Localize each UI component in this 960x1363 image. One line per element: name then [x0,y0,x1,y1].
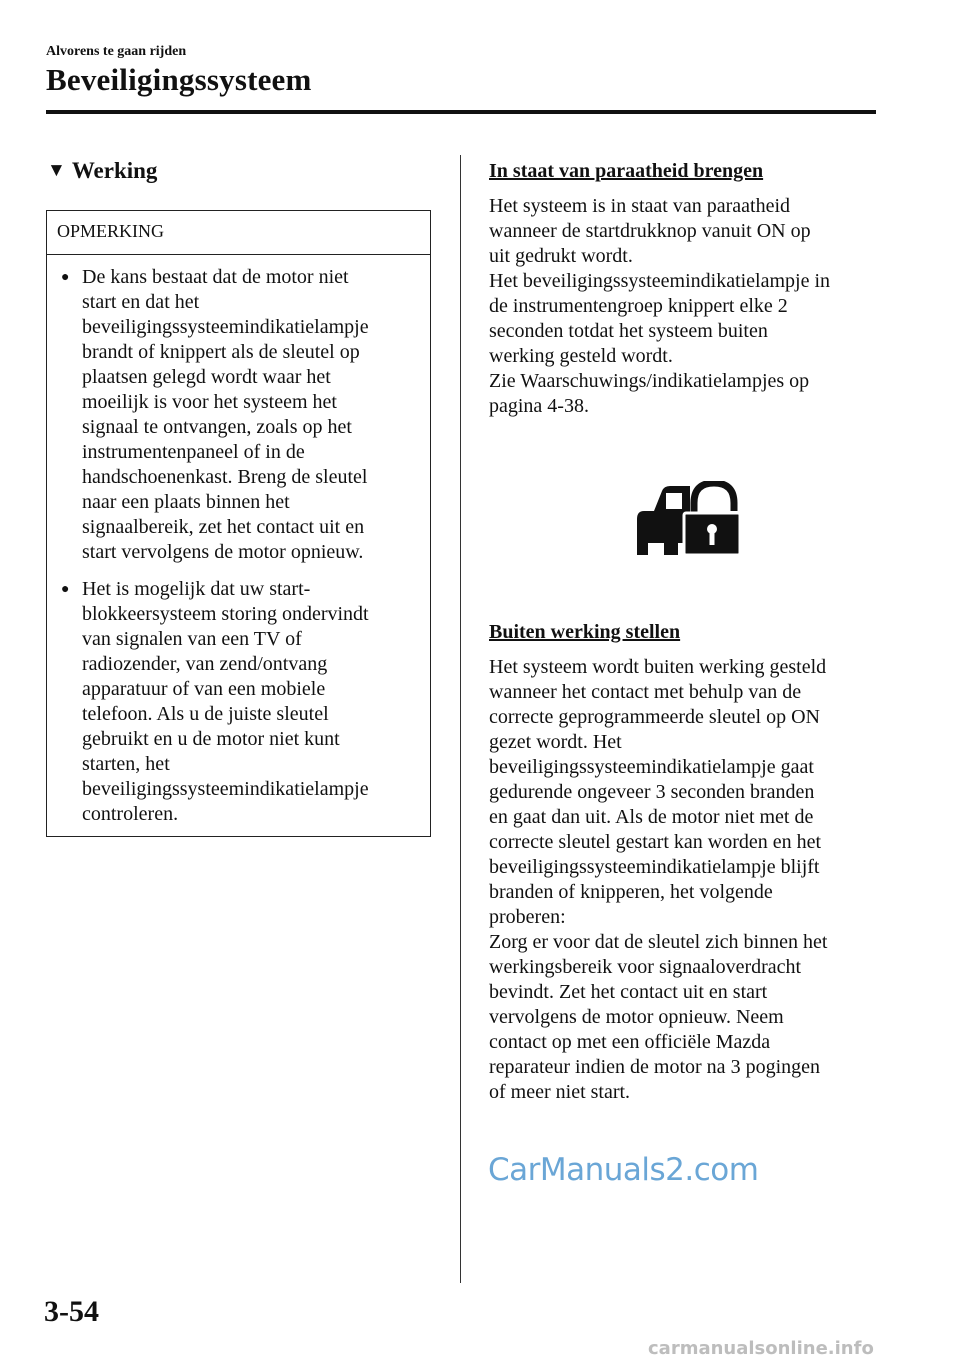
text-line: signaal te ontvangen, zoals op het [82,416,352,438]
section-heading-text: Werking [71,158,158,183]
text-line: beveiligingssysteemindikatielampje blijft [489,856,820,878]
text-line: start en dat het [82,291,200,313]
text-line: signaalbereik, zet het contact uit en [82,516,365,538]
text-line: start vervolgens de motor opnieuw. [82,541,364,563]
text-line: gebruikt en u de motor niet kunt [82,728,340,750]
text-line: blokkeersysteem storing ondervindt [82,603,369,625]
section-heading [47,158,157,184]
text-line: Zie Waarschuwings/indikatielampjes op [489,370,810,392]
text-line: Het systeem wordt buiten werking gesteld [489,656,827,678]
text-line: starten, het [82,753,170,775]
text-line: correcte geprogrammeerde sleutel op ON [489,706,820,728]
text-line: branden of knipperen, het volgende [489,881,773,903]
text-line: naar een plaats binnen het [82,491,290,513]
text-line: Het beveiligingssysteemindikatielampje in [489,270,831,292]
note-item-text [82,265,369,565]
text-line: Het is mogelijk dat uw start- [82,578,311,600]
text-line: instrumentenpaneel of in de [82,441,305,463]
note-item-text [82,577,369,827]
text-line: brandt of knippert als de sleutel op [82,341,360,363]
watermark-link[interactable]: CarManuals2.com [488,1152,759,1188]
text-line: pagina 4-38. [489,395,589,417]
bullet-icon: ● [61,270,70,285]
text-line: werkingsbereik voor signaaloverdracht [489,956,802,978]
text-line: correcte sleutel gestart kan worden en het [489,831,822,853]
arming-paragraph [489,194,884,419]
header-divider [46,110,876,114]
text-line: werking gesteld wordt. [489,345,673,367]
text-line: en gaat dan uit. Als de motor niet met de [489,806,814,828]
text-line: Het systeem is in staat van paraatheid [489,195,791,217]
text-line: uit gedrukt wordt. [489,245,633,267]
chapter-label: Alvorens te gaan rijden [46,44,187,59]
text-line: beveiligingssysteemindikatielampje [82,778,369,800]
text-line: of meer niet start. [489,1081,631,1103]
text-line: beveiligingssysteemindikatielampje gaat [489,756,814,778]
note-box [46,210,431,837]
text-line: moeilijk is voor het systeem het [82,391,337,413]
text-line: proberen: [489,906,566,928]
text-line: seconden totdat het systeem buiten [489,320,768,342]
column-divider [460,155,461,1283]
text-line: telefoon. Als u de juiste sleutel [82,703,329,725]
text-line: vervolgens de motor opnieuw. Neem [489,1006,784,1028]
text-line: de instrumentengroep knippert elke 2 [489,295,788,317]
disarming-heading: Buiten werking stellen [489,621,681,643]
text-line: contact op met een officiële Mazda [489,1031,771,1053]
text-line: wanneer het contact met behulp van de [489,681,802,703]
text-line: radiozender, van zend/ontvang [82,653,328,675]
note-list [47,255,430,827]
note-heading: OPMERKING [47,211,430,255]
text-line: Zorg er voor dat de sleutel zich binnen het [489,931,828,953]
security-indicator-car-lock-icon [634,481,744,557]
text-line: gezet wordt. Het [489,731,622,753]
text-line: gedurende ongeveer 3 seconden branden [489,781,815,803]
page-title: Beveiligingssysteem [46,62,312,97]
note-item [57,577,422,827]
footer-site-link[interactable]: carmanualsonline.info [648,1338,874,1359]
arming-heading: In staat van paraatheid brengen [489,160,764,182]
disarming-paragraph [489,655,884,1105]
right-column [489,158,884,1105]
text-line: bevindt. Zet het contact uit en start [489,981,768,1003]
text-line: reparateur indien de motor na 3 pogingen [489,1056,820,1078]
text-line: handschoenenkast. Breng de sleutel [82,466,368,488]
security-indicator-icon-wrap [489,419,884,619]
text-line: De kans bestaat dat de motor niet [82,266,349,288]
note-item [57,265,422,565]
text-line: apparatuur of van een mobiele [82,678,326,700]
text-line: wanneer de startdrukknop vanuit ON op [489,220,811,242]
text-line: beveiligingssysteemindikatielampje [82,316,369,338]
text-line: van signalen van een TV of [82,628,302,650]
page-number: 3-54 [44,1295,99,1328]
text-line: controleren. [82,803,179,825]
text-line: plaatsen gelegd wordt waar het [82,366,331,388]
triangle-marker-icon: ▼ [47,160,66,181]
bullet-icon: ● [61,582,70,597]
